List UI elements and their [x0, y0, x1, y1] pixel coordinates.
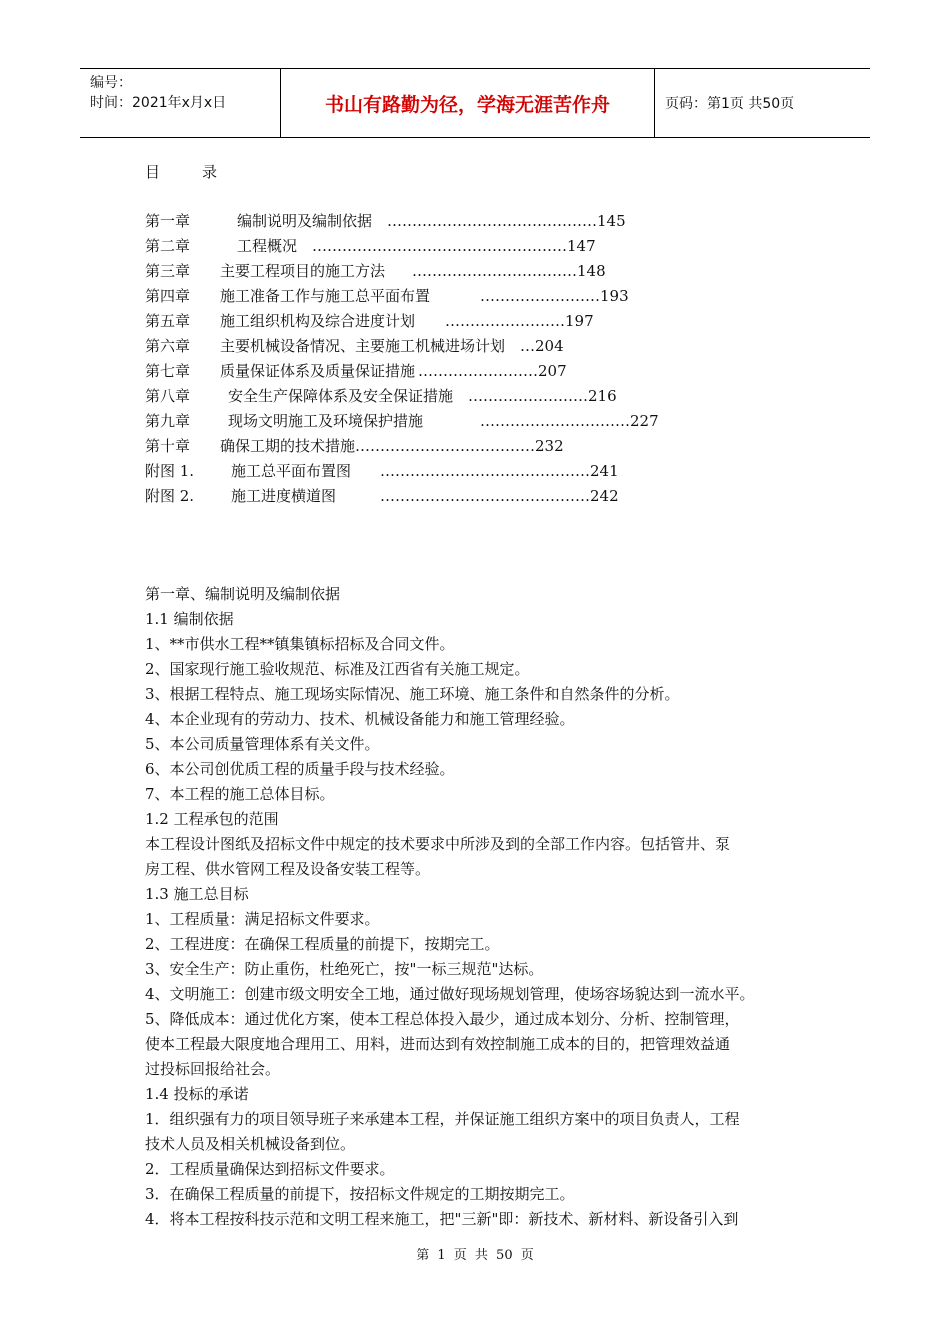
toc-entry-title: 主要机械设备情况、主要施工机械进场计划	[220, 337, 506, 355]
toc-leader-page: ……………………207	[418, 362, 567, 380]
toc-entry-title: 施工准备工作与施工总平面布置	[220, 287, 431, 305]
toc-chapter: 第七章	[145, 362, 191, 380]
document-number-label: 编号：	[90, 75, 132, 91]
subsection-heading: 1.3 施工总目标	[145, 885, 249, 903]
toc-chapter: 附图 1.	[145, 462, 195, 480]
body-line: 5、本公司质量管理体系有关文件。	[145, 735, 380, 753]
toc-chapter: 第二章	[145, 237, 191, 255]
toc-entry-title: 确保工期的技术措施	[220, 437, 356, 455]
toc-entry-title: 安全生产保障体系及安全保证措施	[228, 387, 454, 405]
body-line: 技术人员及相关机械设备到位。	[145, 1135, 356, 1153]
body-line: 4、文明施工：创建市级文明安全工地，通过做好现场规划管理，使场容场貌达到一流水平。	[145, 985, 755, 1003]
document-body	[145, 582, 815, 1232]
toc-entry-title: 现场文明施工及环境保护措施	[228, 412, 424, 430]
toc-leader-page: ……………………216	[468, 387, 617, 405]
toc-entry-title: 主要工程项目的施工方法	[220, 262, 386, 280]
header-motto: 书山有路勤为径，学海无涯苦作舟	[281, 69, 655, 137]
toc-leader-page: …………………………227	[480, 412, 659, 430]
body-line: 2、工程进度：在确保工程质量的前提下，按期完工。	[145, 935, 500, 953]
toc-title-left: 目	[145, 163, 161, 181]
toc-chapter: 第十章	[145, 437, 191, 455]
toc-leader-page: ……………………………………242	[380, 487, 619, 505]
body-line: 3、安全生产：防止重伤，杜绝死亡，按"一标三规范"达标。	[145, 960, 544, 978]
page-header	[80, 68, 870, 138]
toc-chapter: 第五章	[145, 312, 191, 330]
toc-chapter: 第三章	[145, 262, 191, 280]
toc-chapter: 第四章	[145, 287, 191, 305]
body-line: 5、降低成本：通过优化方案，使本工程总体投入最少，通过成本划分、分析、控制管理，	[145, 1010, 740, 1028]
toc-leader-page: …204	[520, 337, 564, 355]
toc-leader-page: ………………………………232	[355, 437, 564, 455]
body-line: 过投标回报给社会。	[145, 1060, 281, 1078]
toc-title	[145, 161, 217, 182]
body-line: 3、根据工程特点、施工现场实际情况、施工环境、施工条件和自然条件的分析。	[145, 685, 680, 703]
toc-chapter: 附图 2.	[145, 487, 195, 505]
toc-leader-page: ……………………………………145	[387, 212, 626, 230]
body-line: 使本工程最大限度地合理用工、用料，进而达到有效控制施工成本的目的，把管理效益通	[145, 1035, 731, 1053]
body-line: 6、本公司创优质工程的质量手段与技术经验。	[145, 760, 455, 778]
body-line: 2、国家现行施工验收规范、标准及江西省有关施工规定。	[145, 660, 530, 678]
body-line: 本工程设计图纸及招标文件中规定的技术要求中所涉及到的全部工作内容。包括管井、泵	[145, 835, 731, 853]
body-line: 1．组织强有力的项目领导班子来承建本工程，并保证施工组织方案中的项目负责人，工程	[145, 1110, 740, 1128]
body-line: 2．工程质量确保达到招标文件要求。	[145, 1160, 395, 1178]
toc-chapter: 第一章	[145, 212, 191, 230]
toc-entry-title: 施工进度横道图	[231, 487, 337, 505]
toc-chapter: 第八章	[145, 387, 191, 405]
subsection-heading: 1.1 编制依据	[145, 610, 234, 628]
body-line: 3．在确保工程质量的前提下，按招标文件规定的工期按期完工。	[145, 1185, 575, 1203]
toc-title-right: 录	[202, 163, 218, 181]
toc-entry-title: 编制说明及编制依据	[237, 212, 373, 230]
body-line: 7、本工程的施工总体目标。	[145, 785, 335, 803]
body-line: 4、本企业现有的劳动力、技术、机械设备能力和施工管理经验。	[145, 710, 575, 728]
body-line: 房工程、供水管网工程及设备安装工程等。	[145, 860, 431, 878]
subsection-heading: 1.2 工程承包的范围	[145, 810, 279, 828]
toc-leader-page: ……………………193	[480, 287, 629, 305]
header-meta	[80, 69, 281, 137]
toc-entry-title: 工程概况	[237, 237, 298, 255]
toc-chapter: 第六章	[145, 337, 191, 355]
body-line: 1、**市供水工程**镇集镇标招标及合同文件。	[145, 635, 455, 653]
toc-entry-title: 施工组织机构及综合进度计划	[220, 312, 416, 330]
document-time-label: 时间：2021年x月x日	[90, 95, 227, 111]
section-heading: 第一章、编制说明及编制依据	[145, 585, 341, 603]
subsection-heading: 1.4 投标的承诺	[145, 1085, 249, 1103]
toc-leader-page: ……………………197	[445, 312, 594, 330]
toc-leader-page: ……………………………………241	[380, 462, 619, 480]
header-page-info: 页码：第1页 共50页	[665, 96, 795, 112]
toc-chapter: 第九章	[145, 412, 191, 430]
body-line: 1、工程质量：满足招标文件要求。	[145, 910, 380, 928]
toc-entry-title: 质量保证体系及质量保证措施	[220, 362, 416, 380]
toc-leader-page: ……………………………148	[412, 262, 606, 280]
page-footer: 第 1 页 共 50 页	[416, 1248, 534, 1263]
body-line: 4．将本工程按科技示范和文明工程来施工，把"三新"即：新技术、新材料、新设备引入到	[145, 1210, 739, 1228]
toc-leader-page: ……………………………………………147	[312, 237, 596, 255]
toc-entry-title: 施工总平面布置图	[231, 462, 352, 480]
